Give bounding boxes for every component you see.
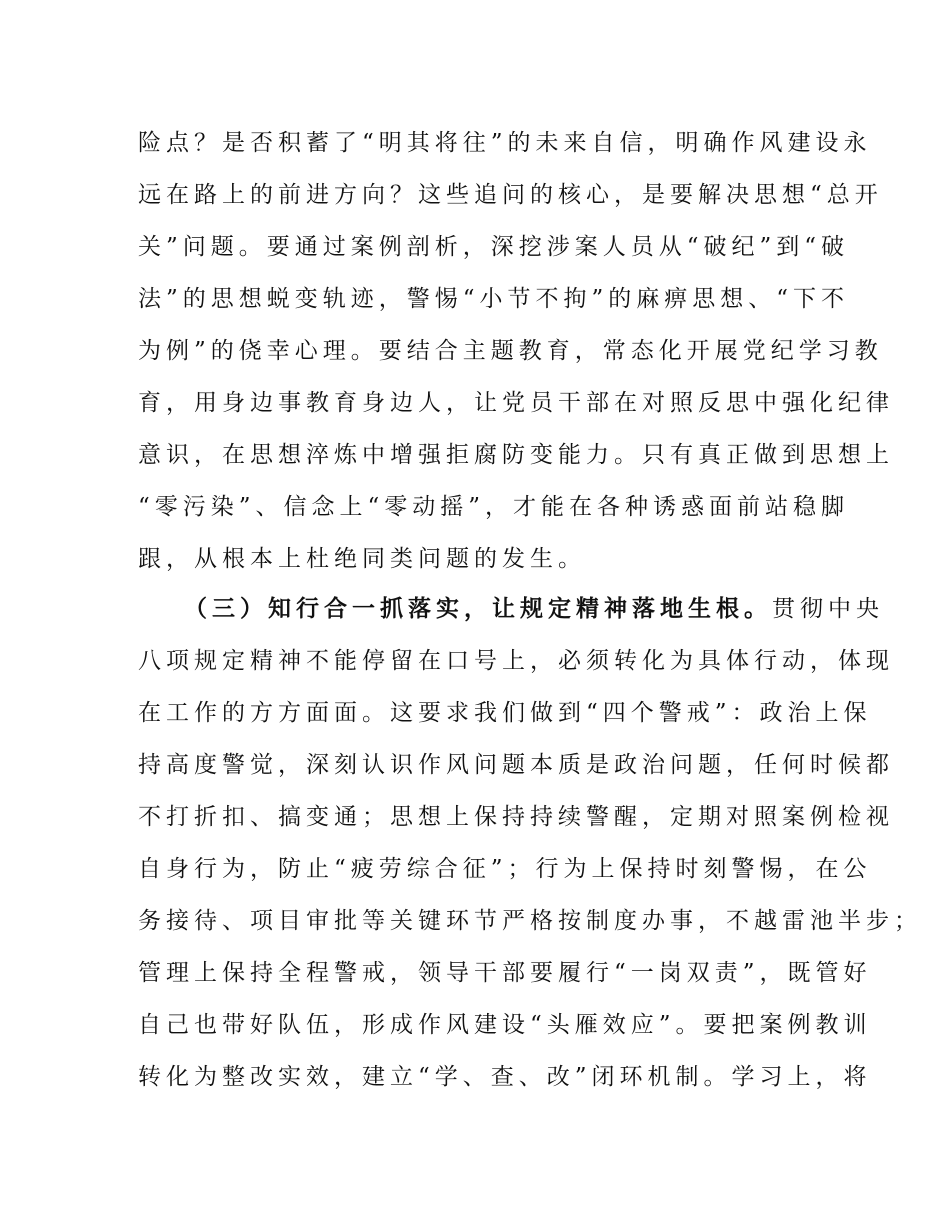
paragraph-line: 远在路上的前进方向？这些追问的核心，是要解决思想“总开 [138, 182, 883, 208]
paragraph-line: 法”的思想蜕变轨迹，警惕“小节不拘”的麻痹思想、“下不 [138, 286, 850, 312]
paragraph-line: 转化为整改实效，建立“学、查、改”闭环机制。学习上，将 [138, 1064, 872, 1090]
paragraph-line: 关”问题。要通过案例剖析，深挖涉案人员从“破纪”到“破 [138, 234, 850, 260]
paragraph-line: 自身行为，防止“疲劳综合征”；行为上保持时刻警惕，在公 [138, 856, 872, 882]
paragraph-line: 八项规定精神不能停留在口号上，必须转化为具体行动，体现 [138, 648, 894, 674]
paragraph-first-line [184, 582, 884, 636]
paragraph-line: 管理上保持全程警戒，领导干部要履行“一岗双责”，既管好 [138, 960, 872, 986]
paragraph-line: 自己也带好队伍，形成作风建设“头雁效应”。要把案例教训 [138, 1012, 872, 1038]
paragraph-line: “零污染”、信念上“零动摇”，才能在各种诱惑面前站稳脚 [138, 494, 850, 520]
paragraph-line: 意识，在思想淬炼中增强拒腐防变能力。只有真正做到思想上 [138, 442, 894, 468]
paragraph-line: 跟，从根本上杜绝同类问题的发生。 [138, 546, 586, 572]
paragraph-line: 育，用身边事教育身边人，让党员干部在对照反思中强化纪律 [138, 390, 894, 416]
paragraph-line: 不打折扣、搞变通；思想上保持持续警醒，定期对照案例检视 [138, 804, 894, 830]
paragraph-line: 持高度警觉，深刻认识作风问题本质是政治问题，任何时候都 [138, 752, 894, 778]
paragraph-line: 为例”的侥幸心理。要结合主题教育，常态化开展党纪学习教 [138, 338, 883, 364]
first-line-rest: 贯彻中央 [772, 596, 884, 622]
paragraph-line: 险点？是否积蓄了“明其将往”的未来自信，明确作风建设永 [138, 130, 872, 156]
section-heading: （三）知行合一抓落实，让规定精神落地生根。 [184, 596, 772, 622]
paragraph-line: 务接待、项目审批等关键环节严格按制度办事，不越雷池半步； [138, 908, 922, 934]
paragraph-line: 在工作的方方面面。这要求我们做到“四个警戒”：政治上保 [138, 700, 872, 726]
